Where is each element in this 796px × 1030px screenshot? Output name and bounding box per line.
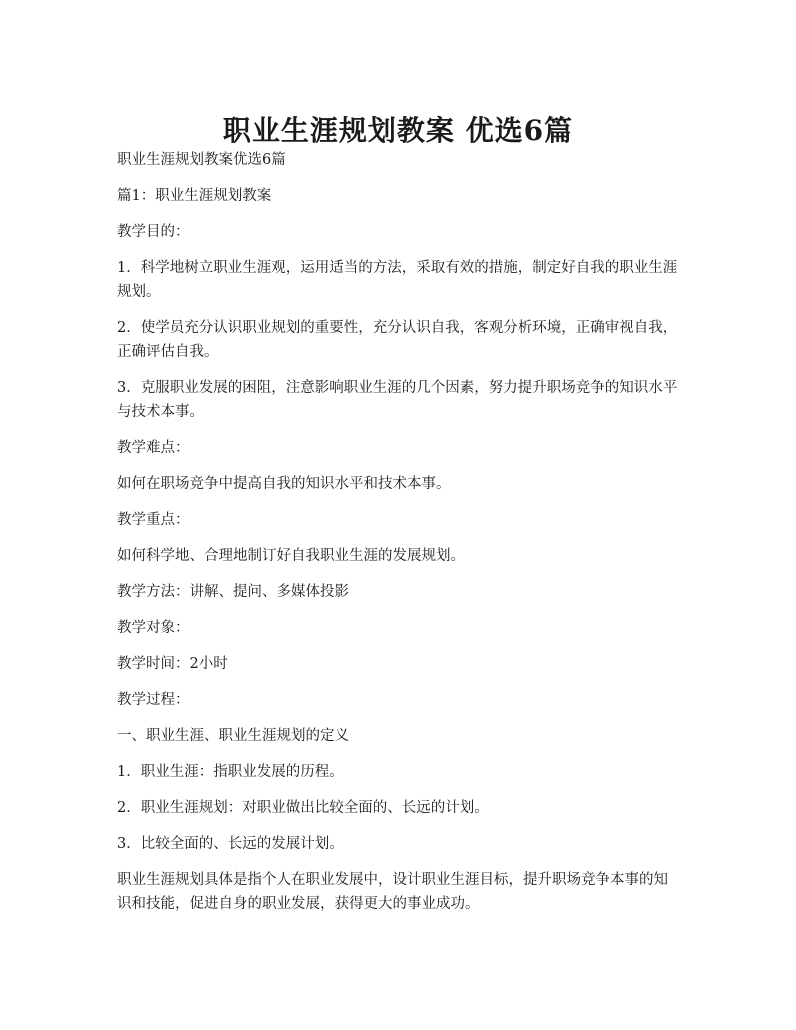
paragraph-definition-heading: 一、职业生涯、职业生涯规划的定义 (117, 728, 349, 744)
paragraph-goal-2: 2．使学员充分认识职业规划的重要性，充分认识自我，客观分析环境，正确审视自我，正确评估自我。 (117, 320, 678, 360)
paragraph-process-label: 教学过程： (117, 692, 190, 708)
paragraph-goal-1: 1．科学地树立职业生涯观，运用适当的方法，采取有效的措施，制定好自我的职业生涯规划。 (117, 260, 678, 300)
paragraph-focus-label: 教学重点： (117, 512, 190, 528)
document-body (117, 148, 682, 928)
paragraph-time: 教学时间：2小时 (117, 656, 228, 672)
paragraph-section-heading: 篇1：职业生涯规划教案 (117, 188, 272, 204)
paragraph-difficulty: 如何在职场竞争中提高自我的知识水平和技术本事。 (117, 476, 451, 492)
paragraph-goal-3: 3．克服职业发展的困阻，注意影响职业生涯的几个因素，努力提升职场竞争的知识水平与技术本事。 (117, 380, 678, 420)
paragraph-definition-2: 2．职业生涯规划：对职业做出比较全面的、长远的计划。 (117, 800, 489, 816)
paragraph-definition-3: 3．比较全面的、长远的发展计划。 (117, 836, 344, 852)
document-title: 职业生涯规划教案 优选6篇 (222, 113, 574, 147)
paragraph-focus: 如何科学地、合理地制订好自我职业生涯的发展规划。 (117, 548, 465, 564)
paragraph-difficulty-label: 教学难点： (117, 440, 190, 456)
paragraph-subtitle: 职业生涯规划教案优选6篇 (117, 152, 286, 168)
paragraph-definition-1: 1．职业生涯：指职业发展的历程。 (117, 764, 344, 780)
paragraph-audience: 教学对象： (117, 620, 190, 636)
paragraph-method: 教学方法：讲解、提问、多媒体投影 (117, 584, 349, 600)
paragraph-teaching-goal-label: 教学目的： (117, 224, 190, 240)
paragraph-summary: 职业生涯规划具体是指个人在职业发展中，设计职业生涯目标，提升职场竞争本事的知识和技能，促进自身的职业发展，获得更大的事业成功。 (117, 872, 668, 912)
